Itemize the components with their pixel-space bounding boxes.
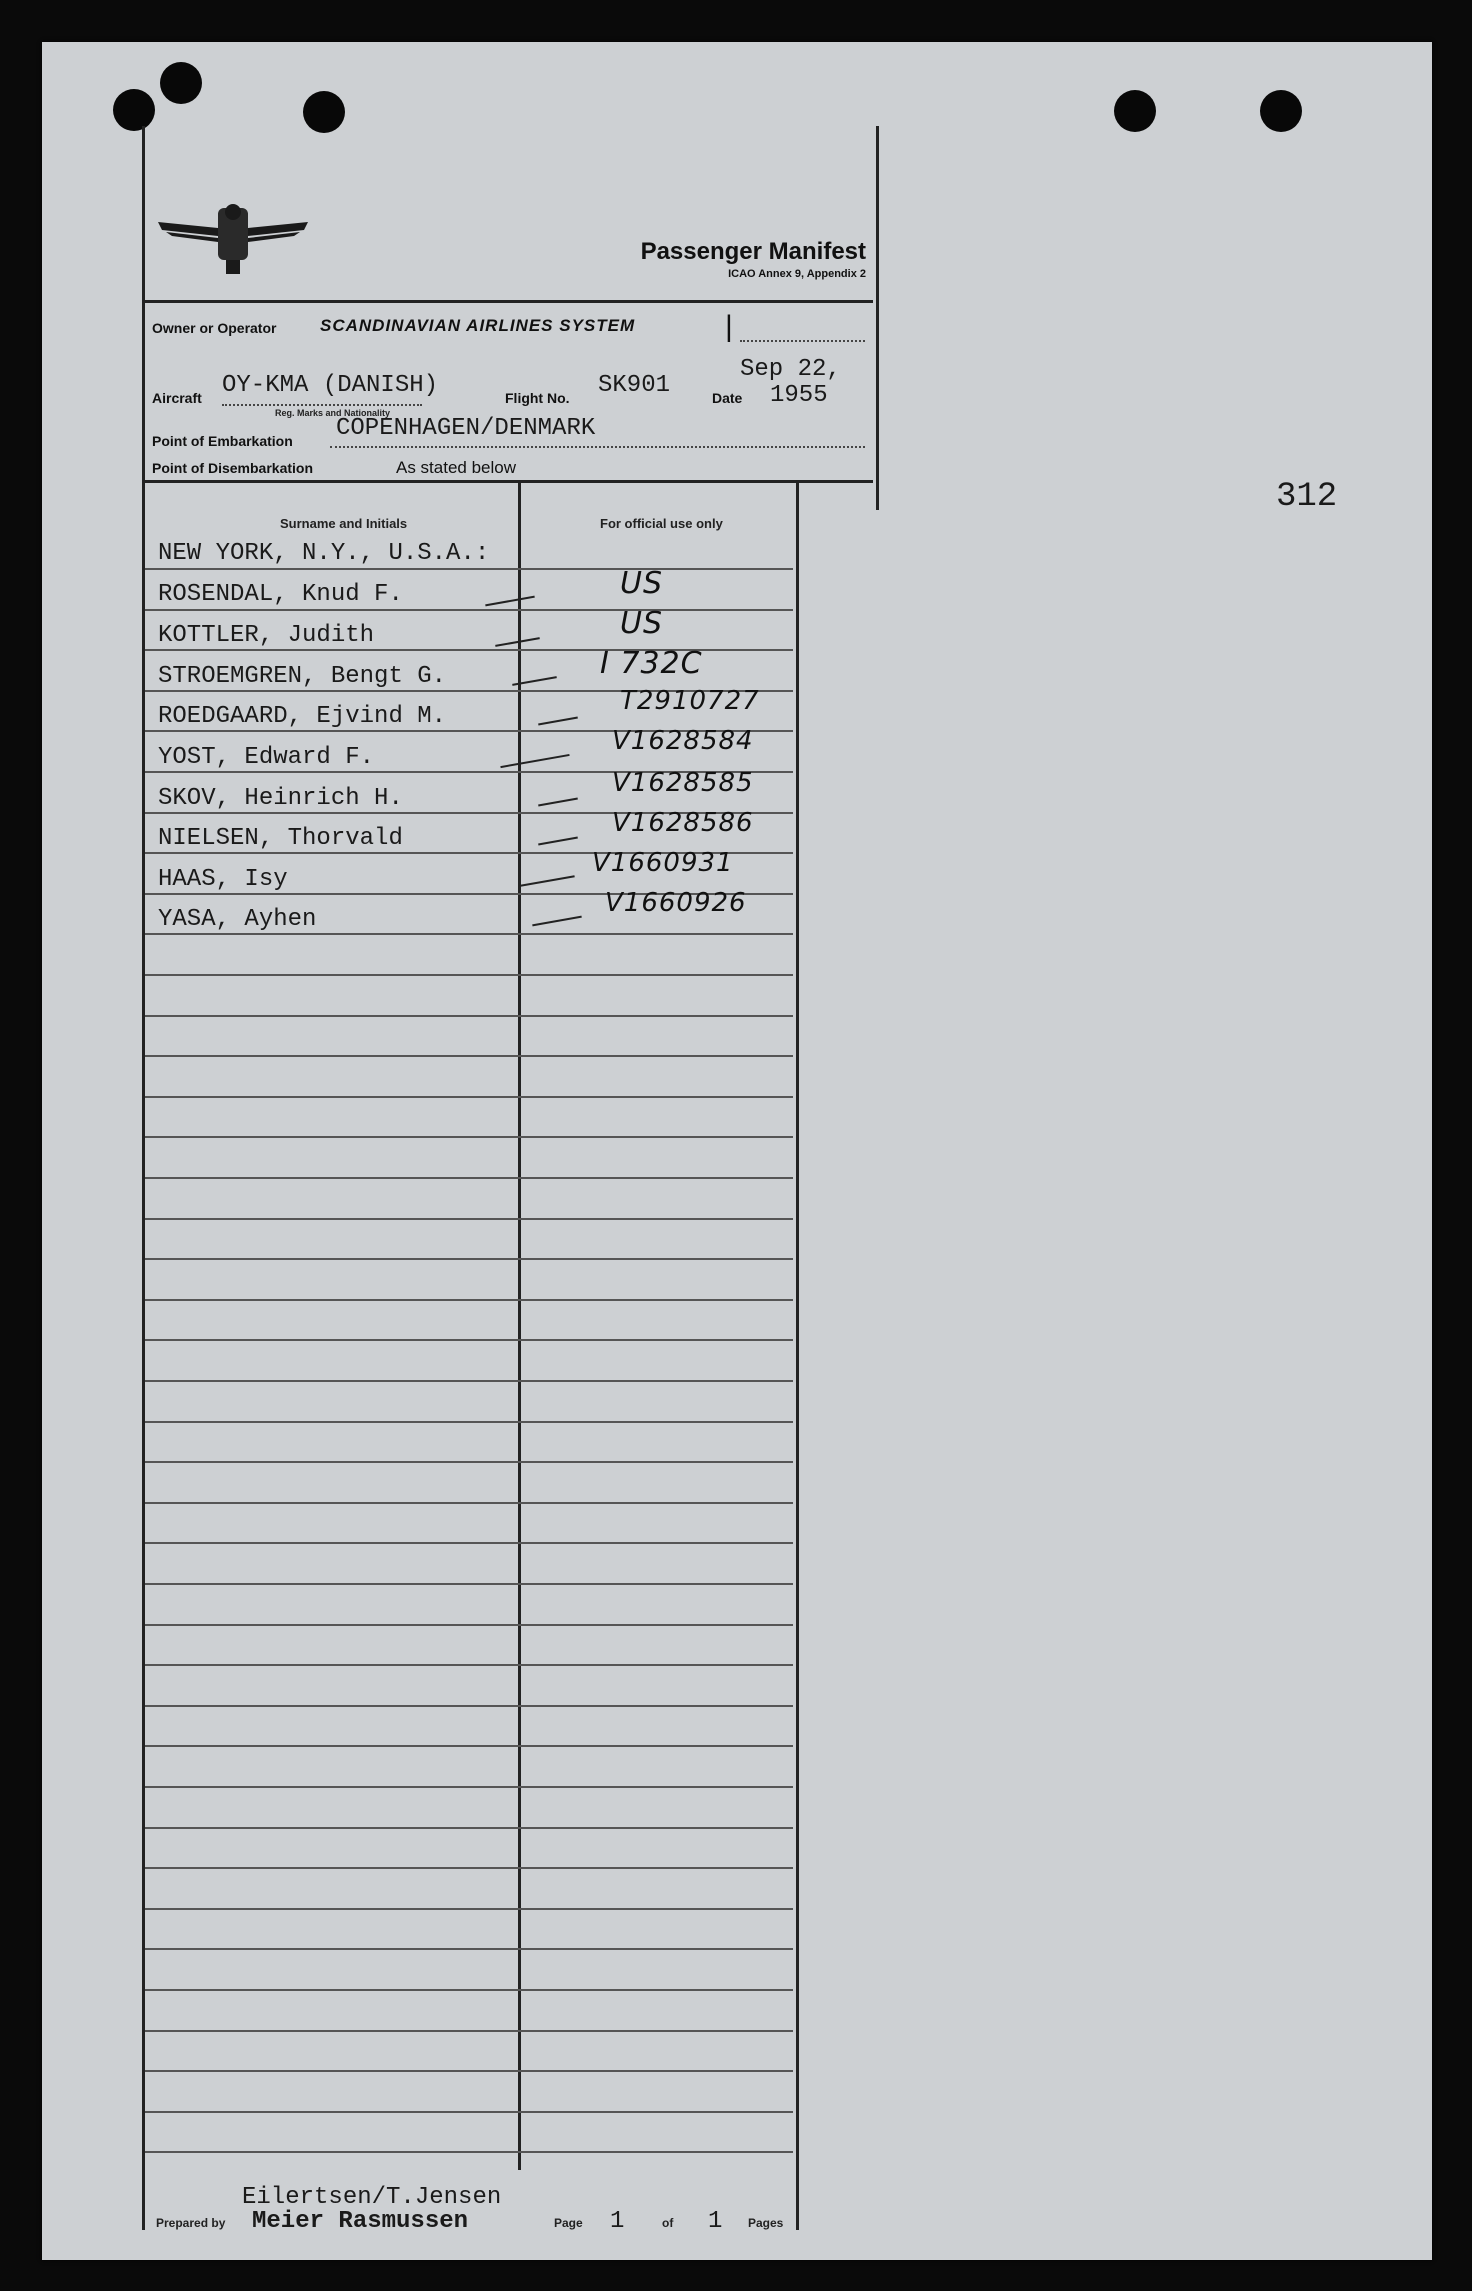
date-line2: 1955 [770, 382, 828, 409]
operator-mark: | [725, 310, 733, 343]
table-row-line [145, 2111, 793, 2113]
table-row-line [145, 974, 793, 976]
col-official-header: For official use only [600, 516, 723, 531]
page-label: Page [554, 2216, 583, 2230]
of-value: 1 [708, 2208, 723, 2235]
airline-logo-icon [158, 198, 308, 278]
prepared-by-line2: Meier Rasmussen [252, 2208, 469, 2235]
official-entry: V1628586 [612, 808, 754, 838]
disembark-label: Point of Disembarkation [152, 460, 314, 476]
punch-hole [1114, 90, 1156, 132]
passenger-name: STROEMGREN, Bengt G. [158, 663, 447, 690]
page-number: 312 [1276, 478, 1338, 516]
manifest-form [100, 88, 876, 2238]
date-label: Date [712, 390, 743, 406]
table-row-line [145, 2070, 793, 2072]
reg-note: Reg. Marks and Nationality [275, 408, 391, 418]
passenger-name: NIELSEN, Thorvald [158, 825, 403, 852]
passenger-name: YASA, Ayhen [158, 906, 317, 933]
table-row-line [145, 2151, 793, 2153]
table-row-line [145, 1583, 793, 1585]
table-row-line [145, 2030, 793, 2032]
table-row-line [145, 1461, 793, 1463]
table-row-line [145, 1421, 793, 1423]
table-row-line [145, 1258, 793, 1260]
page-value: 1 [610, 2208, 625, 2235]
passenger-name: KOTTLER, Judith [158, 622, 375, 649]
destination-row: NEW YORK, N.Y., U.S.A.: [158, 540, 490, 567]
table-row-line [145, 1786, 793, 1788]
prepared-label: Prepared by [156, 2216, 226, 2230]
official-entry: V1660926 [605, 888, 747, 918]
date-line1: Sep 22, [740, 356, 841, 383]
table-row-line [145, 1705, 793, 1707]
table-row-line [145, 1339, 793, 1341]
manifest-title: Passenger Manifest [640, 238, 866, 265]
table-row-line [145, 1908, 793, 1910]
official-entry: I 732C [600, 646, 703, 681]
table-row-line [145, 1745, 793, 1747]
aircraft-label: Aircraft [152, 390, 202, 406]
table-row-line [145, 568, 793, 570]
table-row-line [145, 1867, 793, 1869]
table-row-line [145, 1177, 793, 1179]
dotted-line [222, 404, 422, 406]
table-row-line [145, 1380, 793, 1382]
table-row-line [145, 1299, 793, 1301]
owner-label: Owner or Operator [152, 320, 277, 336]
passenger-name: HAAS, Isy [158, 866, 288, 893]
table-row-line [145, 1502, 793, 1504]
passenger-name: SKOV, Heinrich H. [158, 785, 403, 812]
official-entry: US [620, 566, 664, 601]
dotted-line [740, 340, 865, 342]
disembark-value: As stated below [396, 458, 517, 477]
official-entry: V1628585 [612, 768, 754, 798]
prepared-by-line1: Eilertsen/T.Jensen [242, 2184, 502, 2211]
dotted-line [330, 446, 865, 448]
passenger-name: ROSENDAL, Knud F. [158, 581, 403, 608]
of-label: of [662, 2216, 674, 2230]
operator-name: SCANDINAVIAN AIRLINES SYSTEM [320, 316, 636, 335]
manifest-subtitle: ICAO Annex 9, Appendix 2 [728, 268, 866, 280]
flight-label: Flight No. [505, 390, 570, 406]
column-separator [518, 480, 521, 2170]
embark-value: COPENHAGEN/DENMARK [336, 415, 596, 442]
table-row-line [145, 609, 793, 611]
flight-value: SK901 [598, 372, 671, 399]
passenger-name: ROEDGAARD, Ejvind M. [158, 703, 447, 730]
embark-label: Point of Embarkation [152, 433, 293, 449]
passenger-name: YOST, Edward F. [158, 744, 375, 771]
table-row-line [145, 1948, 793, 1950]
table-row-line [145, 1624, 793, 1626]
table-row-line [145, 1664, 793, 1666]
official-entry: V1628584 [612, 726, 754, 756]
pages-label: Pages [748, 2216, 784, 2230]
col-surname-header: Surname and Initials [280, 516, 408, 531]
official-entry: T2910727 [620, 686, 760, 716]
table-row-line [145, 1827, 793, 1829]
aircraft-value: OY-KMA (DANISH) [222, 372, 439, 399]
table-row-line [145, 1055, 793, 1057]
table-row-line [145, 1096, 793, 1098]
table-row-line [145, 1136, 793, 1138]
official-entry: US [620, 606, 664, 641]
table-row-line [145, 1989, 793, 1991]
table-row-line [145, 1542, 793, 1544]
divider [142, 300, 873, 303]
official-entry: V1660931 [592, 848, 734, 878]
table-row-line [145, 1015, 793, 1017]
punch-hole [1260, 90, 1302, 132]
table-row-line [145, 1218, 793, 1220]
table-row-line [145, 933, 793, 935]
